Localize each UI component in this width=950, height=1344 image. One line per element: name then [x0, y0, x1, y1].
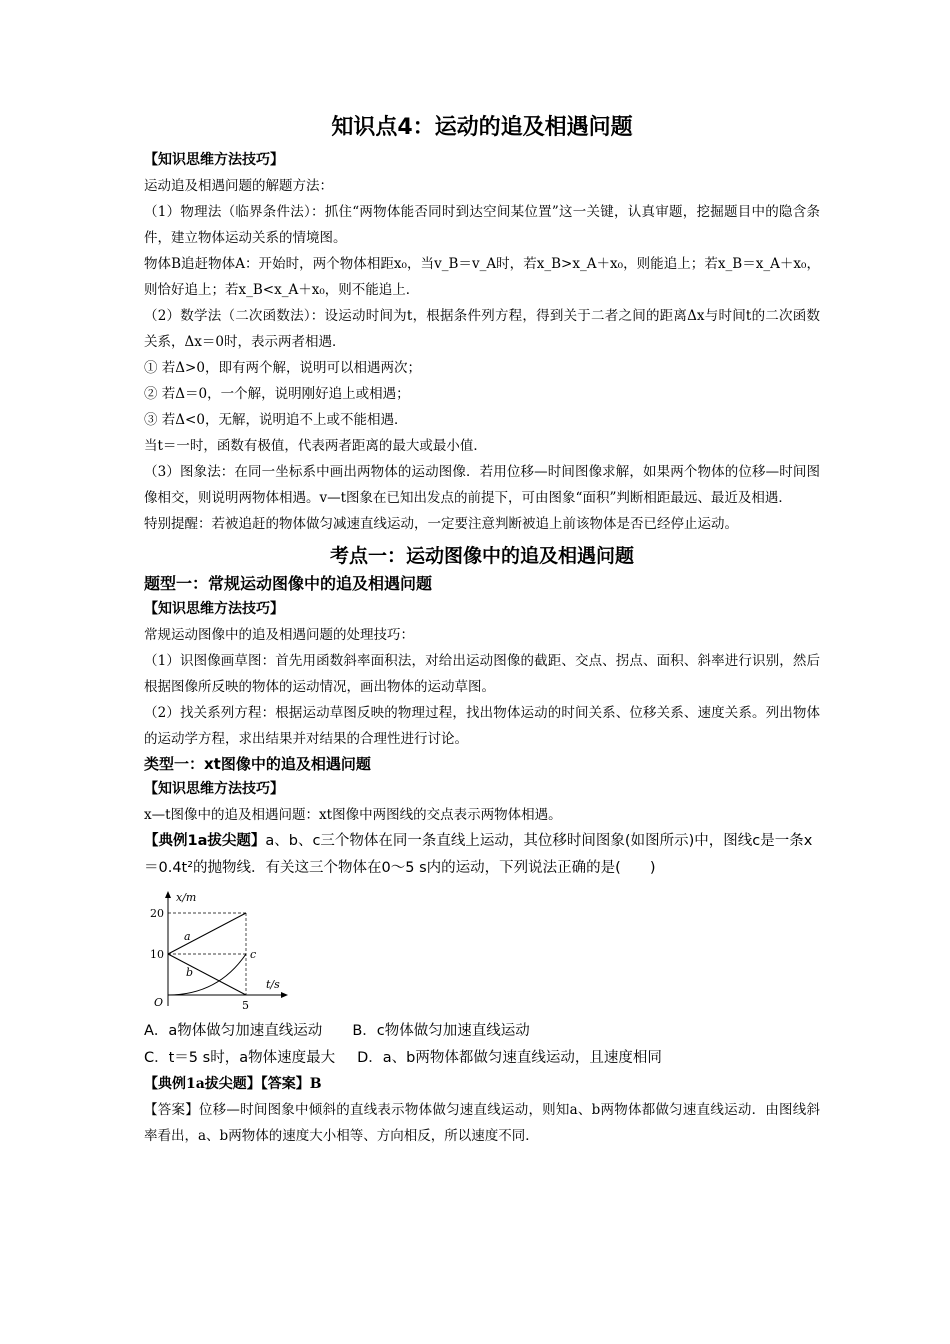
label-a: a — [184, 930, 191, 943]
case-2: ② 若Δ＝0，一个解，说明刚好追上或相遇； — [144, 386, 410, 402]
line-b — [168, 954, 246, 995]
tip-heading: 【知识思维方法技巧】 — [144, 152, 284, 168]
method-math: （2）数学法（二次函数法）：设运动时间为t，根据条件列方程，得到关于二者之间的距离Δx与时间t的二次函数关系，Δx＝0时，表示两者相遇． — [144, 308, 820, 350]
type-heading: 题型一：常规运动图像中的追及相遇问题 — [144, 574, 433, 593]
page-title: 知识点4：运动的追及相遇问题 — [331, 115, 633, 140]
label-c: c — [250, 948, 257, 961]
example-text: a、b、c三个物体在同一条直线上运动，其位移时间图象(如图所示)中，图线c是一条x＝0.4t²的抛物线．有关这三个物体在0～5 s内的运动，下列说法正确的是( ) — [144, 833, 813, 876]
category-heading: 类型一：xt图像中的追及相遇问题 — [144, 755, 371, 773]
answer-line: 【典例1a拔尖题】【答案】B — [144, 1076, 322, 1092]
xt-graph-figure — [148, 888, 288, 1014]
tick-5: 5 — [242, 999, 249, 1012]
options-row-1 — [144, 1018, 820, 1045]
skill-2: （2）找关系列方程：根据运动草图反映的物理过程，找出物体运动的时间关系、位移关系、速度关系。列出物体的运动学方程，求出结果并对结果的合理性进行讨论。 — [144, 705, 820, 747]
y-axis-arrow — [165, 891, 171, 898]
option-d: D．a、b两物体都做匀速直线运动，且速度相同 — [357, 1050, 662, 1066]
case-3: ③ 若Δ<0，无解，说明追不上或不能相遇． — [144, 412, 408, 428]
analysis-text: 【答案】位移—时间图象中倾斜的直线表示物体做匀速直线运动，则知a、b两物体都做匀速直线运动．由图线斜率看出，a、b两物体的速度大小相等、方向相反，所以速度不同． — [144, 1102, 820, 1144]
option-c: C．t＝5 s时，a物体速度最大 — [144, 1050, 336, 1066]
x-axis-label: t/s — [266, 978, 280, 991]
section-title: 考点一：运动图像中的追及相遇问题 — [329, 545, 634, 567]
tip-heading-2: 【知识思维方法技巧】 — [144, 601, 284, 617]
example-tag: 【典例1a拔尖题】 — [144, 833, 266, 849]
option-b: B．c物体做匀加速直线运动 — [352, 1023, 530, 1039]
case-1: ① 若Δ>0，即有两个解，说明可以相遇两次； — [144, 360, 421, 376]
tick-10: 10 — [150, 948, 164, 961]
intro-text: 运动追及相遇问题的解题方法： — [144, 178, 333, 194]
tip-heading-3: 【知识思维方法技巧】 — [144, 781, 284, 797]
origin-label: O — [154, 996, 164, 1009]
example-question — [144, 828, 820, 882]
method-graph: （3）图象法：在同一坐标系中画出两物体的运动图像．若用位移—时间图像求解，如果两个物体的位移—时间图像相交，则说明两物体相遇。v—t图象在已知出发点的前提下，可由图象“面积”判断相距最远、最近及相遇． — [144, 464, 820, 506]
document-page — [144, 112, 820, 1149]
method-physics-detail: 物体B追赶物体A：开始时，两个物体相距x₀，当v_B＝v_A时，若x_B>x_A＋x₀，则能追上；若x_B＝x_A＋x₀，则恰好追上；若x_B<x_A＋x₀，则不能追上． — [144, 256, 820, 298]
case-extreme: 当t＝一时，函数有极值，代表两者距离的最大或最小值． — [144, 438, 487, 454]
xt-note: x—t图像中的追及相遇问题：xt图像中两图线的交点表示两物体相遇。 — [144, 807, 562, 823]
skill-intro: 常规运动图像中的追及相遇问题的处理技巧： — [144, 627, 414, 643]
skill-1: （1）识图像画草图：首先用函数斜率面积法，对给出运动图像的截距、交点、拐点、面积、斜率进行识别，然后根据图像所反映的物体的运动情况，画出物体的运动草图。 — [144, 653, 820, 695]
y-axis-label: x/m — [176, 891, 197, 904]
line-a — [168, 913, 246, 954]
options-row-2 — [144, 1045, 820, 1072]
option-a: A．a物体做匀加速直线运动 — [144, 1023, 323, 1039]
tick-20: 20 — [150, 907, 164, 920]
method-physics: （1）物理法（临界条件法）：抓住“两物体能否同时到达空间某位置”这一关键，认真审题，挖掘题目中的隐含条件，建立物体运动关系的情境图。 — [144, 204, 820, 246]
special-note: 特别提醒：若被追赶的物体做匀减速直线运动，一定要注意判断被追上前该物体是否已经停止运动。 — [144, 516, 738, 532]
x-axis-arrow — [281, 992, 288, 998]
label-b: b — [186, 966, 194, 979]
